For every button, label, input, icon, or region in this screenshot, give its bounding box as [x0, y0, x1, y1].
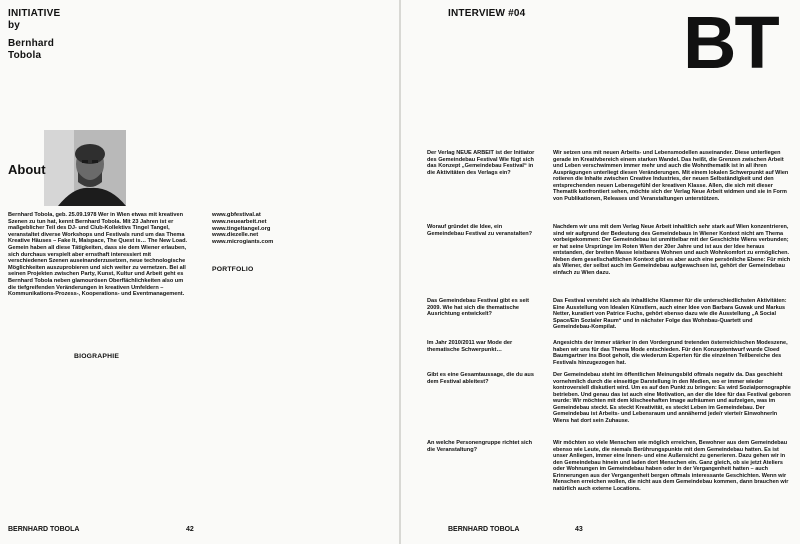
question-3: Das Gemeindebau Festival gibt es seit 2009. Wie hat sich die thematische Ausrichtung entwickelt?: [427, 298, 529, 318]
answer-3: Das Festival versteht sich als inhaltliche Klammer für die unterschiedlichsten Aktivitäten: Eine Ausstellung von Idealen Künstlern, auch einer Idee von Barbara Guwak und Markus Netter, kuratiert von Patrice Fuchs, gehört ebenso dazu wie die Ausstellung „A Social Space/Ein Sozialer Raum“ und in nächster Folge das Wohnbau-Quartett und Gemeindebau-Kompilat.: [553, 298, 787, 330]
initiative-header: [8, 8, 60, 32]
question-2: Worauf gründet die Idee, ein Gemeindebau Festival zu veranstalten?: [427, 224, 533, 237]
header-line-lastname: Tobola: [8, 50, 42, 61]
biography-text: Bernhard Tobola, geb. 25.09.1978 Wer in Wien etwas mit kreativen Szenen zu tun hat, kennt Bernhard Tobola. Mit 23 Jahren ist er maßgeblicher Teil des DJ- und Club-Kollektivs Tingel Tangel, veranstaltet diverse Workshops und Festivals rund um das Thema Kreative Häuses – Fake It, Maispace, The Quest is… The New Load. Gemein haben all diese Tätigkeiten, dass sie dem Wiener erlauben, sich durchaus verspielt aber ernsthaft interessiert mit verschiedenen Szenen auseinanderzusetzen, neue technologische Möglichkeiten auszuprobieren und sich weiter zu vernetzen. Bei all seinen Projekten zwischen Party, Kunst, Kultur und Arbeit geht es Bernhard Tobola neben glamourösen Oberflächlichkeiten also um die tiefgreifenden Veränderungen in kreativen Umfeldern – Kommunikations-Prozess-, Kooperations- und Eventmanagement.: [8, 212, 188, 298]
right-page: [401, 0, 800, 544]
footer-name: BERNHARD TOBOLA: [8, 526, 80, 533]
question-1: Der Verlag NEUE ARBEIT ist der Initiator des Gemeindebau Festival Wie fügt sich das Konzept „Gemeindebau Festival“ in die Aktivitäten des Verlags ein?: [427, 150, 535, 176]
link-gbfestival[interactable]: www.gbfestival.at: [212, 212, 261, 218]
page-number: 42: [186, 526, 194, 533]
footer-name: BERNHARD TOBOLA: [448, 526, 520, 533]
answer-1: Wir setzen uns mit neuen Arbeits- und Lebensmodellen auseinander. Diese unterliegen gerade im Kreativbereich einem starken Wandel. Das heißt, die Grenzen zwischen Arbeit und Leben verschwimmen immer mehr und auch die Wohnthematik ist in all ihren Ausprägungen unterliegt diesen Veränderungen. Mit einem lokalen Schwerpunkt auf Wien rotieren die Inhalte zwischen Creative Industries, der neuen Selbständigkeit und den entsprechenden neuen Lebensgefühl der kreativen Klasse. Allen, die sich mit dieser Thematik konfrontiert sehen, möchte sich der Verlag Neue Arbeit widmen und sie in Form von Publikationen, Releases und Veranstaltungen unterstützen.: [553, 150, 789, 202]
answer-6: Wir möchten so viele Menschen wie möglich erreichen, Bewohner aus dem Gemeindebau ebenso wie Leute, die niemals Berührungspunkte mit dem Gemeindebau hatten. Es ist unser Anliegen, immer eine Innen- und eine Außensicht zu generieren. Dazu gehen wir in den Gemeindebau hinein und laden dort Menschen ein. Ganz gleich, ob sie jetzt Ateliers oder Wohnungen im Gemeindebau haben oder in der Vergangenheit hatten – auch Erinnerungen aus der Vergangenheit bergen oftmals interessante Geschichten. Wenn wir Menschen erreichen wollen, die nicht aus dem Gemeindebau kommen, dann brauchen wir natürlich auch externe Locations.: [553, 440, 789, 492]
portfolio-label: PORTFOLIO: [212, 266, 254, 273]
header-line-by: by: [8, 20, 21, 31]
link-tingeltangel[interactable]: www.tingeltangel.org: [212, 225, 271, 232]
big-initials: BT: [683, 1, 778, 84]
header-line-initiative: INITIATIVE: [8, 8, 61, 19]
answer-4: Angesichts der immer stärker in den Vordergrund tretenden österreichischen Modeszene, haben wir uns für das Thema Mode entschieden. Für den Konzeptentwurf wurde Cloed Baumgartner ins Boot geholt, die wiederum Experten für die einzelnen Teilbereiche des Festivals hinzugezogen hat.: [553, 340, 788, 366]
about-heading: About: [8, 162, 46, 177]
link-neuearbeit[interactable]: www.neuearbeit.net: [212, 218, 267, 225]
portrait-photo: [44, 130, 126, 206]
links-list: [212, 212, 322, 246]
interview-header: INTERVIEW #04: [448, 8, 526, 19]
question-4: Im Jahr 2010/2011 war Mode der thematische Schwerpunkt…: [427, 340, 513, 353]
biographie-label: BIOGRAPHIE: [74, 353, 120, 360]
author-name-header: [8, 38, 54, 62]
header-line-firstname: Bernhard: [8, 38, 55, 49]
question-5: Gibt es eine Gesamtaussage, die du aus dem Festival ableitest?: [427, 372, 534, 385]
link-microgiants[interactable]: www.microgiants.com: [212, 239, 274, 246]
answer-2: Nachdem wir uns mit dem Verlag Neue Arbeit inhaltlich sehr stark auf Wien konzentrieren, sind wir aufgrund der Bedeutung des Gemeindebaus in Wiener Kontext nicht am Thema vorbeigekommen: Der Gemeindebau ist unmittelbar mit der Geschichte Wiens verbunden; er hat seine Ursprünge im Roten Wien der 20er Jahre und ist aus der Idee heraus entstanden, der breiten Masse leistbares Wohnen und auch Wohnkomfort zu ermöglichen. Neben dem gesellschaftlichen Kontext gibt es aber auch eine persönliche Ebene: Für mich als Wiener, der selbst auch im Gemeindebau aufgewachsen ist, gehört der Gemeindebau einfach zu Wien dazu.: [553, 224, 791, 276]
answer-5: Der Gemeindebau steht im öffentlichen Meinungsbild oftmals negativ da. Das geschieht vornehmlich durch die einseitige Darstellung in den Medien, wo er immer wieder kontroversiell diskutiert wird. Um es auf den Punkt zu bringen: Es wird Sozialpornographie betrieben. Und genau das ist auch eine Motivation, an der die Idee für das Festival geboren wurde: Wir möchten mit dem klischeehaften Image aufräumen und aufzeigen, was im Gemeindebau steckt. Es steckt Kreativität, es steckt Leben im Gemeindebau. Der Gemeindebau ist Arbeits- und Lebensraum und annähernd jede/r vierte/r EinwohnerIn Wiens hat dort sein Zuhause.: [553, 372, 791, 424]
link-diezelle[interactable]: www.diezelle.net: [212, 232, 259, 239]
question-6: An welche Personengruppe richtet sich die Veranstaltung?: [427, 440, 533, 453]
left-page: [0, 0, 399, 544]
portrait-image: [44, 130, 126, 206]
page-number: 43: [575, 526, 583, 533]
